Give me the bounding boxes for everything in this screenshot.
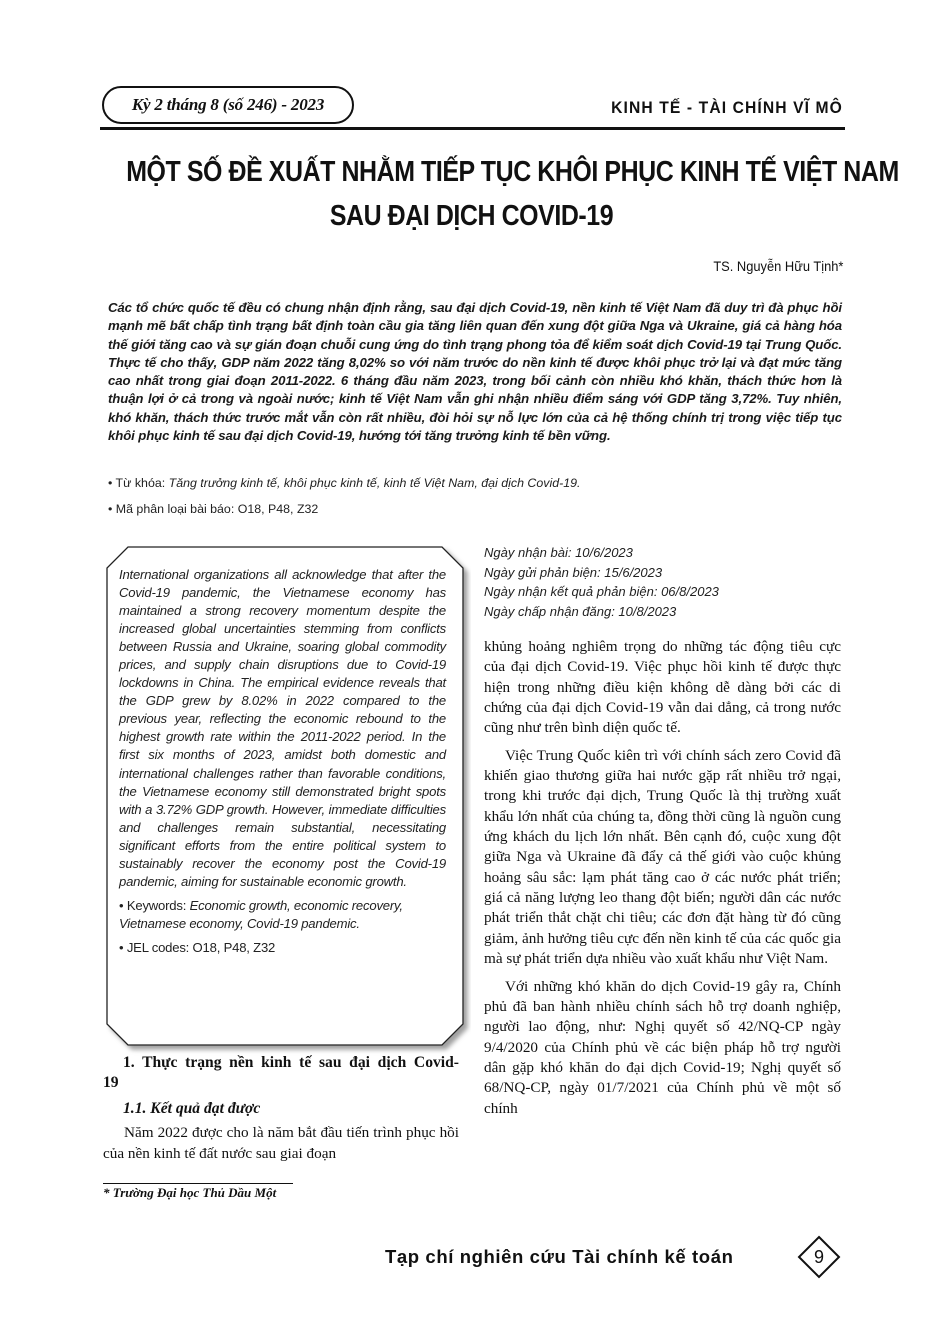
date-accepted: Ngày chấp nhận đăng: 10/8/2023: [484, 603, 677, 619]
issue-badge: Kỳ 2 tháng 8 (số 246) - 2023: [102, 86, 354, 124]
keywords-en-value: Economic growth, economic recovery, Vietnamese economy, Covid-19 pandemic.: [119, 897, 403, 931]
title-line-2: SAU ĐẠI DỊCH COVID-19: [329, 200, 614, 232]
header-rule: [100, 127, 845, 130]
date-sent-review: Ngày gửi phản biện: 15/6/2023: [484, 564, 663, 580]
title-line-1: MỘT SỐ ĐỀ XUẤT NHẰM TIẾP TỤC KHÔI PHỤC KINH TẾ VIỆT NAM: [126, 156, 899, 188]
page-number: 9: [813, 1246, 824, 1267]
page-number-badge: [797, 1235, 841, 1279]
body-paragraph: khủng hoảng nghiêm trọng do những tác động tiêu cực của đại dịch Covid-19. Việc phục hồi kinh tế được thực hiện trong những điều kiện không dễ dàng bởi các di chứng của đại dịch Covid-19 vẫn dai dẳng, cả trong nước cũng như trên bình diện quốc tế.: [484, 638, 841, 737]
keywords-value: Tăng trưởng kinh tế, khôi phục kinh tế, kinh tế Việt Nam, đại dịch Covid-19.: [168, 476, 581, 490]
article-title: [126, 150, 899, 238]
author-name: TS. Nguyễn Hữu Tịnh*: [712, 258, 843, 274]
right-column: [484, 637, 841, 1119]
abstract-vietnamese: Các tổ chức quốc tế đều có chung nhận định rằng, sau đại dịch Covid-19, nền kinh tế Việt Nam đã duy trì đà phục hồi mạnh mẽ bất chấp tình trạng bất định toàn cầu gia tăng liên quan đến xung đột giữa Nga và Ukraine, giá cả hàng hóa thế giới tăng cao và sự gián đoạn chuỗi cung ứng do tình trạng phong tỏa để kiểm soát dịch Covid-19 tại Trung Quốc. Thực tế cho thấy, GDP năm 2022 tăng 8,02% so với năm trước do nền kinh tế được khôi phục trở lại và đạt mức tăng cao nhất trong giai đoạn 2011-2022. 6 tháng đầu năm 2023, trong bối cảnh còn nhiều khó khăn, thách thức hơn là thuận lợi ở cả trong và ngoài nước; kinh tế Việt Nam vẫn ghi nhận nhiều điểm sáng với GDP tăng 3,72%. Tuy nhiên, khó khăn, thách thức trước mắt vẫn còn rất nhiều, đòi hỏi sự nỗ lực lớn của cả hệ thống chính trị trong việc tiếp tục khôi phục kinh tế sau đại dịch Covid-19, hướng tới tăng trưởng kinh tế bền vững.: [108, 300, 842, 444]
keywords-vietnamese: [108, 476, 842, 490]
classification-code: • Mã phân loại bài báo: O18, P48, Z32: [108, 502, 319, 516]
submission-dates: [484, 543, 844, 621]
section-heading-1-1: 1.1. Kết quả đạt được: [123, 1100, 261, 1117]
keywords-en-label: • Keywords:: [119, 897, 190, 913]
body-paragraph: Năm 2022 được cho là năm bắt đầu tiến trình phục hồi của nền kinh tế đất nước sau giai đoạn: [103, 1124, 459, 1162]
english-abstract-box: [106, 546, 463, 1046]
body-paragraph: Với những khó khăn do dịch Covid-19 gây ra, Chính phủ đã ban hành nhiều chính sách hỗ trợ doanh nghiệp, người lao động, như: Nghị quyết số 42/NQ-CP ngày 9/4/2020 của Chính phủ về các biện pháp hỗ trợ người dân gặp khó khăn do đại dịch Covid-19; Nghị quyết số 68/NQ-CP, ngày 01/7/2021 của Chính phủ về một số chính: [484, 977, 841, 1117]
keywords-label: • Từ khóa:: [108, 476, 169, 490]
date-received: Ngày nhận bài: 10/6/2023: [484, 545, 633, 560]
keywords-english: [119, 897, 446, 933]
abstract-english: International organizations all acknowledge that after the Covid-19 pandemic, the Vietnamese economy has maintained a strong recovery momentum despite the increased global uncertainties stemming from conflicts between Russia and Ukraine, soaring global commodity prices, and supply chain disruptions due to Covid-19 lockdowns in China. The empirical evidence reveals that the GDP grew by 8.02% in 2022 compared to the previous year, reflecting the economic rebound to the highest growth rate within the 2011-2022 period. In the first six months of 2023, amidst both domestic and international challenges rather than favorable conditions, the Vietnamese economy still demonstrated bright spots with a 3.72% GDP growth. However, immediate difficulties and challenges remain substantial, necessitating significant efforts from the entire political system to sustainably recover the economy post the Covid-19 pandemic, aiming for sustainable economic growth.: [119, 567, 446, 889]
left-column: [103, 1053, 459, 1164]
date-review-result: Ngày nhận kết quả phản biện: 06/8/2023: [484, 584, 719, 599]
footnote-divider: [103, 1183, 293, 1184]
journal-name: Tạp chí nghiên cứu Tài chính kế toán: [385, 1246, 734, 1267]
footnote-affiliation: * Trường Đại học Thủ Dầu Một: [103, 1185, 277, 1200]
jel-codes: • JEL codes: O18, P48, Z32: [119, 939, 276, 955]
page-header: [100, 86, 845, 130]
section-heading-1: 1. Thực trạng nền kinh tế sau đại dịch Covid-19: [103, 1054, 459, 1091]
body-paragraph: Việc Trung Quốc kiên trì với chính sách zero Covid đã khiến giao thương giữa hai nước gặp rất nhiều trở ngại, trong khi trước đại dịch, Trung Quốc là thị trường xuất khẩu lớn nhất của chúng ta, đồng thời cũng là nguồn cung ứng khách du lịch lớn nhất. Bên cạnh đó, cuộc xung đột giữa Nga và Ukraine đã đẩy cả thế giới vào cuộc khủng hoảng sâu sắc: lạm phát tăng cao ở các nước phát triển; giá cả năng lượng leo thang đột biến; người dân các nước phát triển thắt chặt chi tiêu; các đơn đặt hàng từ đó cũng giảm, ảnh hưởng tiêu cực đến nền kinh tế của các quốc gia mà sự phát triển dựa nhiều vào xuất khẩu như Việt Nam.: [484, 746, 841, 968]
section-label: KINH TẾ - TÀI CHÍNH VĨ MÔ: [611, 98, 843, 117]
